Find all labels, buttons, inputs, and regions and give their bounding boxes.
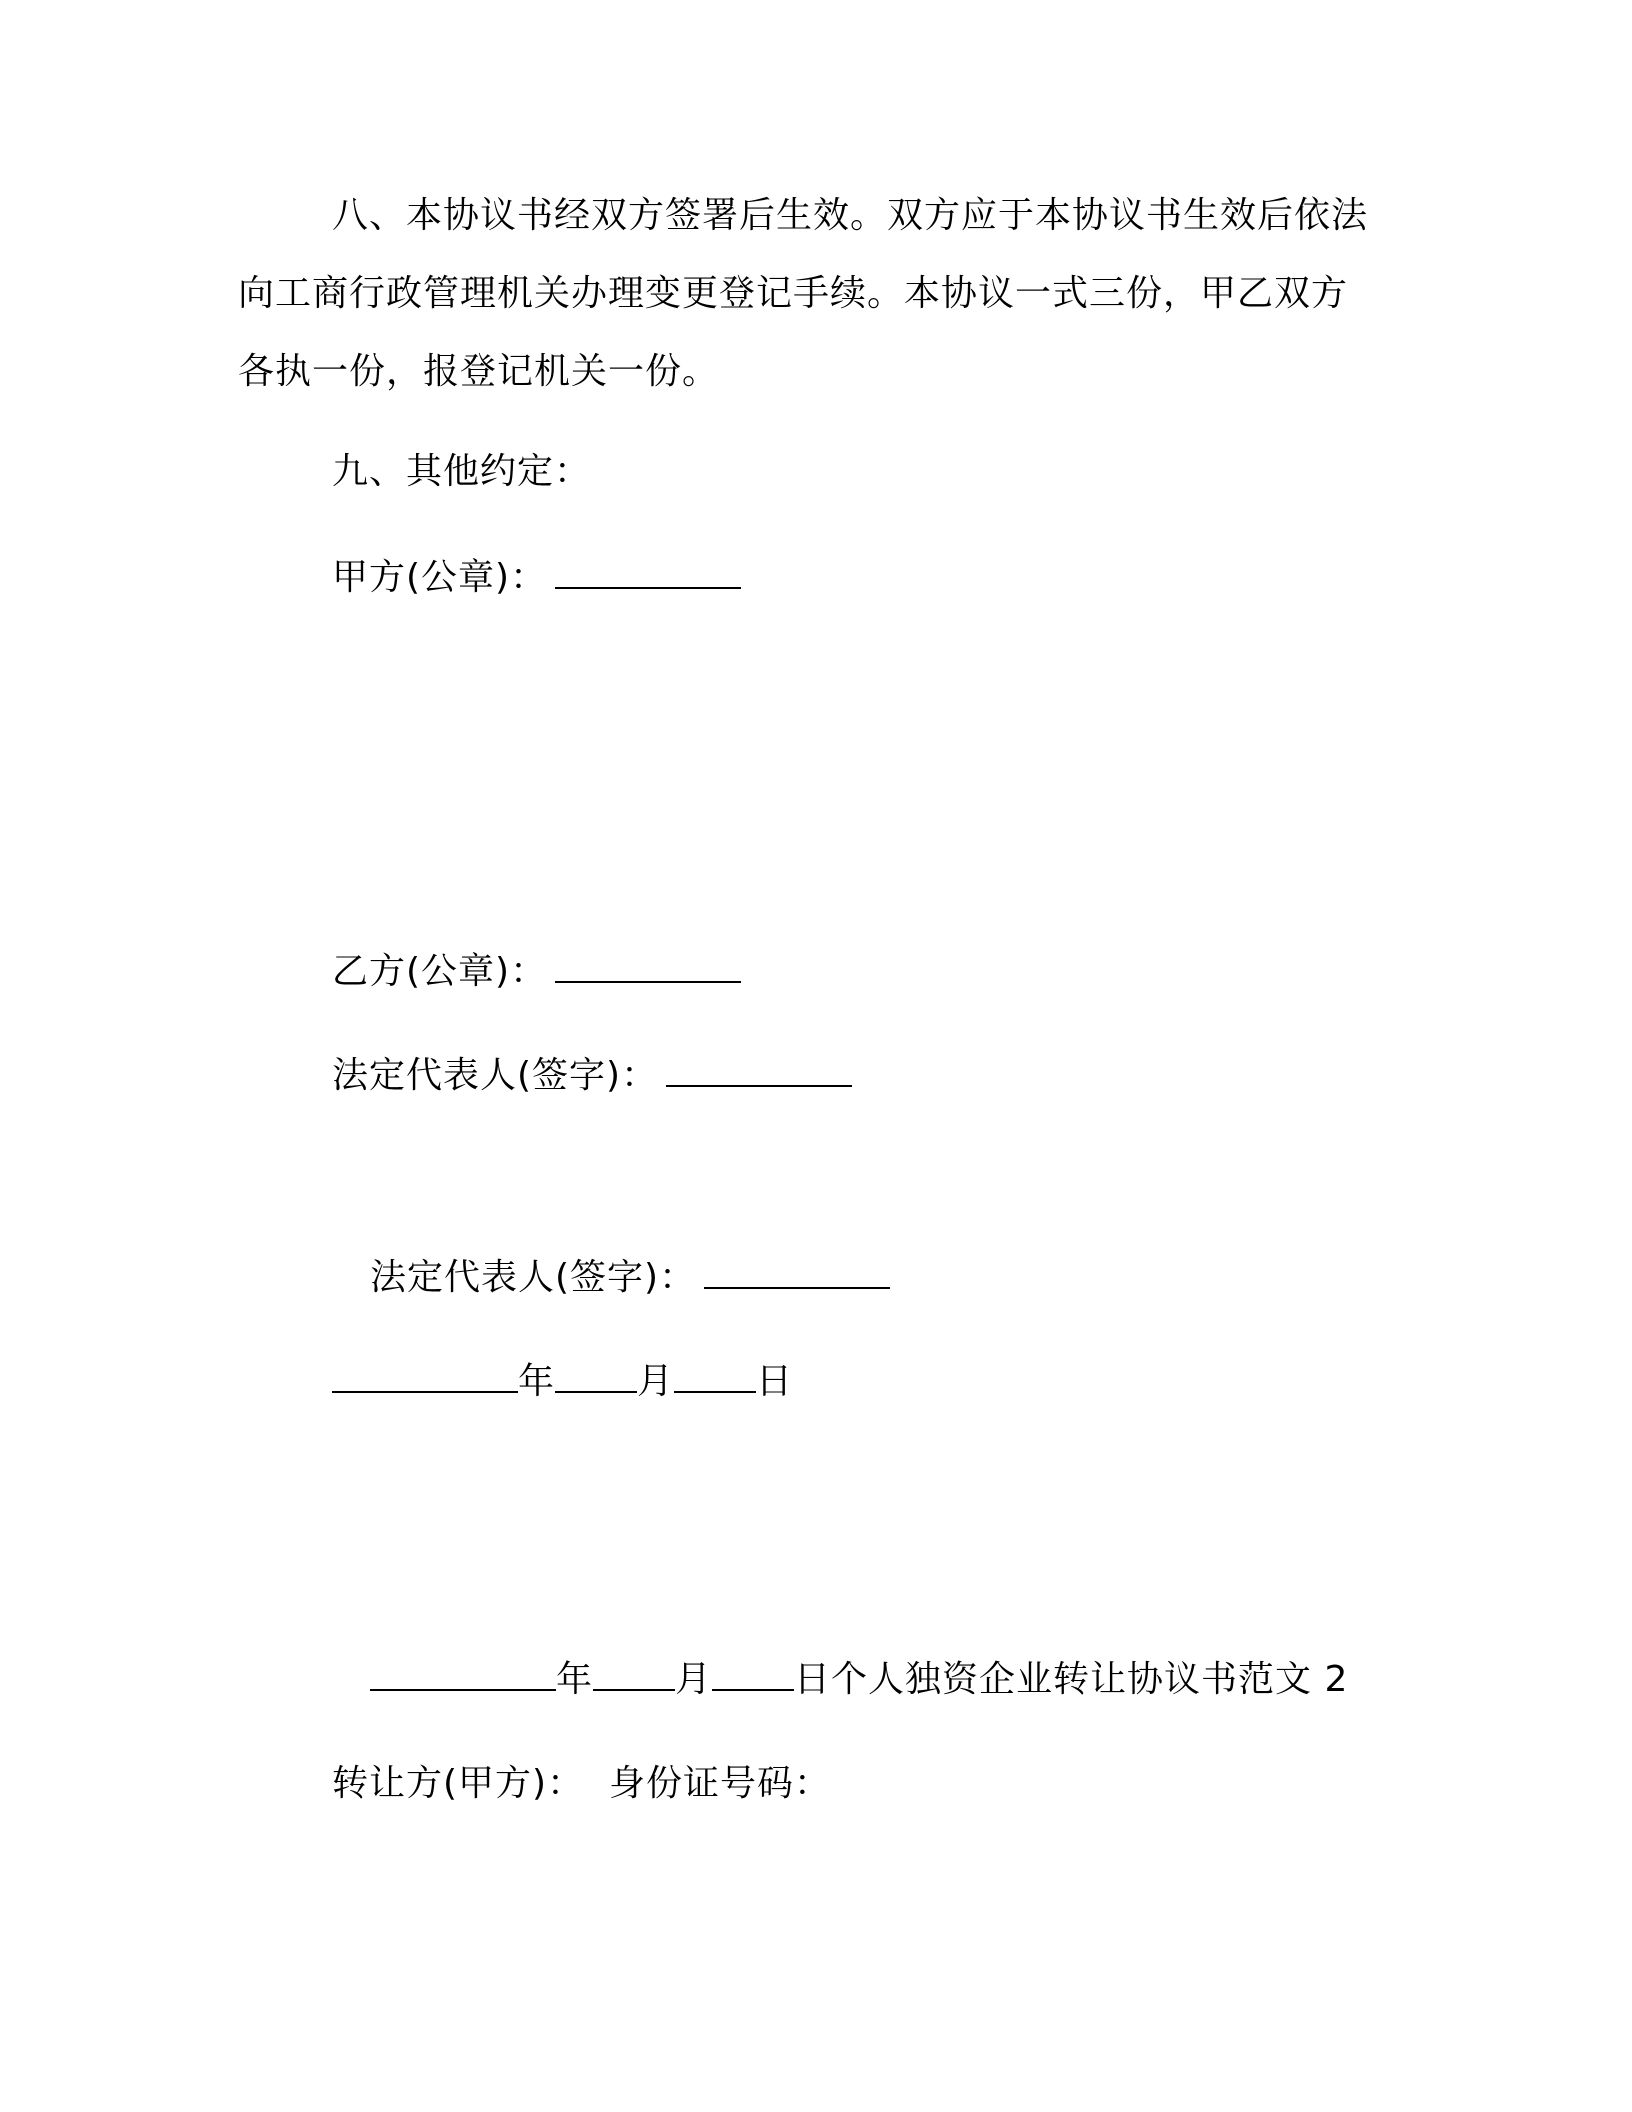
clause-8-line-2: 向工商行政管理机关办理变更登记手续。本协议一式三份，甲乙双方 (238, 273, 1349, 314)
party-b-seal-blank[interactable] (555, 951, 741, 983)
date-year-blank[interactable] (332, 1361, 518, 1393)
date-line (332, 1360, 793, 1404)
legal-representative-label-2: 法定代表人(签字)： (370, 1257, 697, 1298)
date-year-label: 年 (518, 1361, 556, 1402)
legal-representative-blank-2[interactable] (704, 1257, 890, 1289)
next-title-month-label: 月 (675, 1659, 713, 1700)
party-b-seal-line (332, 950, 741, 994)
party-b-seal-label: 乙方(公章)： (332, 951, 548, 992)
date-day-blank[interactable] (674, 1361, 756, 1393)
date-month-blank[interactable] (555, 1361, 637, 1393)
next-title-year-label: 年 (556, 1659, 594, 1700)
date-month-label: 月 (637, 1361, 675, 1402)
next-agreement-title-line (370, 1658, 1348, 1702)
clause-9-heading: 九、其他约定： (332, 451, 592, 492)
clause-8-line-3: 各执一份，报登记机关一份。 (238, 351, 720, 392)
next-title-year-blank[interactable] (370, 1659, 556, 1691)
legal-representative-blank-1[interactable] (666, 1055, 852, 1087)
next-agreement-title: 日个人独资企业转让协议书范文 2 (794, 1659, 1349, 1700)
next-title-month-blank[interactable] (593, 1659, 675, 1691)
party-a-seal-blank[interactable] (555, 557, 741, 589)
clause-8-line-1: 八、本协议书经双方签署后生效。双方应于本协议书生效后依法 (332, 195, 1369, 236)
transferor-line: 转让方(甲方)： 身份证号码： (332, 1763, 831, 1804)
date-day-label: 日 (756, 1361, 794, 1402)
legal-representative-label-1: 法定代表人(签字)： (332, 1055, 659, 1096)
legal-representative-line-1 (332, 1054, 852, 1098)
party-a-seal-line (332, 556, 741, 600)
next-title-day-blank[interactable] (712, 1659, 794, 1691)
legal-representative-line-2 (370, 1256, 890, 1300)
party-a-seal-label: 甲方(公章)： (332, 557, 548, 598)
